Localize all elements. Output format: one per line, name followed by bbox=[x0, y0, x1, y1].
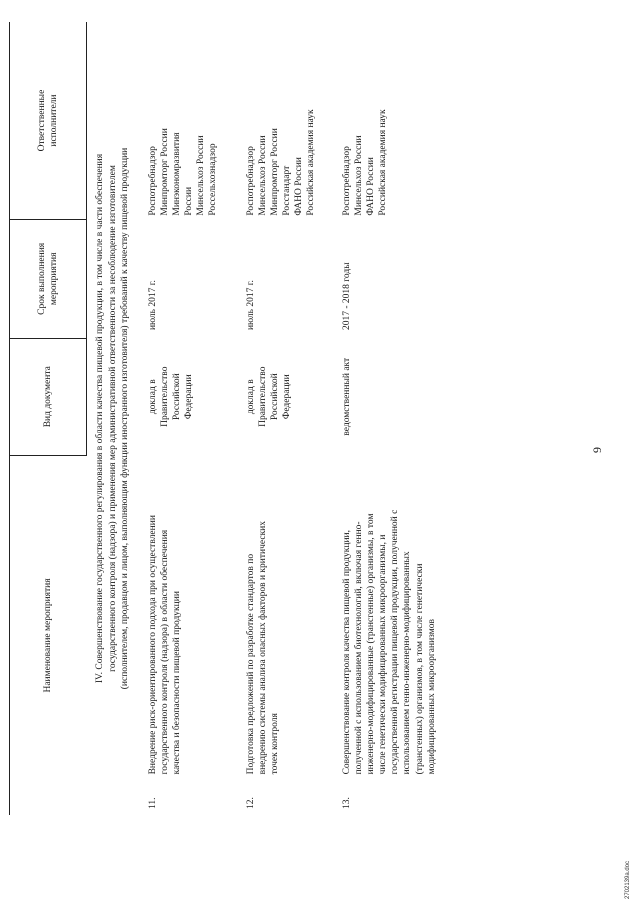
table-row bbox=[235, 22, 331, 815]
document-type: ведомственный акт bbox=[341, 357, 352, 436]
section-heading-row bbox=[87, 22, 137, 815]
header-activity-name: Наименование мероприятия bbox=[10, 455, 87, 815]
responsible-executors: Роспотребнадзор Минсельхоз России ФАНО России Российская академия наук bbox=[341, 109, 389, 216]
header-document-type: Вид документа bbox=[10, 338, 87, 455]
activity-name: Подготовка предложений по разработке стандартов по внедрению системы анализа опасных факторов и критических точек контроля bbox=[245, 520, 280, 775]
header-deadline: Срок выполнения мероприятия bbox=[10, 220, 87, 338]
page-number: 9 bbox=[590, 447, 604, 453]
header-responsible: Ответственные исполнители bbox=[10, 22, 87, 220]
activities-table bbox=[9, 22, 438, 815]
document-type: доклад в Правительство Российской Федерации bbox=[147, 366, 195, 427]
responsible-executors: Роспотребнадзор Минпромторг России Минэкономразвития России Минсельхоз России Россельхознадзор bbox=[147, 128, 219, 216]
activity-name: Совершенствование контроля качества пищевой продукции, полученной с использованием биотехнологий, включая генно- инженерно-модифицированные (трансгенные) организмы, в том числе генетически модифицированных микроорганизмы, и государственной регистрации пищевой продукции, полученной с использованием генно-инженерно-модифицированных (трансгенных) организмов, в том числе генетически модифицированных микроорганизмов bbox=[341, 509, 437, 775]
row-number: 12. bbox=[245, 797, 256, 809]
activity-name: Внедрение риск-ориентированного подхода при осуществлении государственного контроля (надзора) в области обеспечения качества и безопасности пищевой продукции bbox=[147, 515, 182, 775]
table-row bbox=[137, 22, 235, 815]
deadline: июль 2017 г. bbox=[147, 280, 158, 331]
row-number: 13. bbox=[341, 797, 352, 809]
table-header-row bbox=[10, 22, 87, 815]
table-row bbox=[331, 22, 438, 815]
responsible-executors: Роспотребнадзор Минсельхоз России Минпромторг России Росстандарт ФАНО России Российская академия наук bbox=[245, 109, 317, 216]
deadline: июль 2017 г. bbox=[245, 280, 256, 331]
section-heading: IV. Совершенствование государственного регулирования в области качества пищевой продукции, в том числе в части обеспечения государственного контроля (надзора) и применения мер административной ответственности за несоблюдение изготовителем (исполнителем, продавцом и лицом, выполняющим функции иностранного изготовителя) требований к качеству пищевой продукции bbox=[95, 147, 131, 690]
deadline: 2017 - 2018 годы bbox=[341, 262, 352, 331]
file-identifier: 2702139a.doc bbox=[625, 860, 631, 899]
row-number: 11. bbox=[147, 797, 158, 809]
document-type: доклад в Правительство Российской Федерации bbox=[245, 366, 293, 427]
